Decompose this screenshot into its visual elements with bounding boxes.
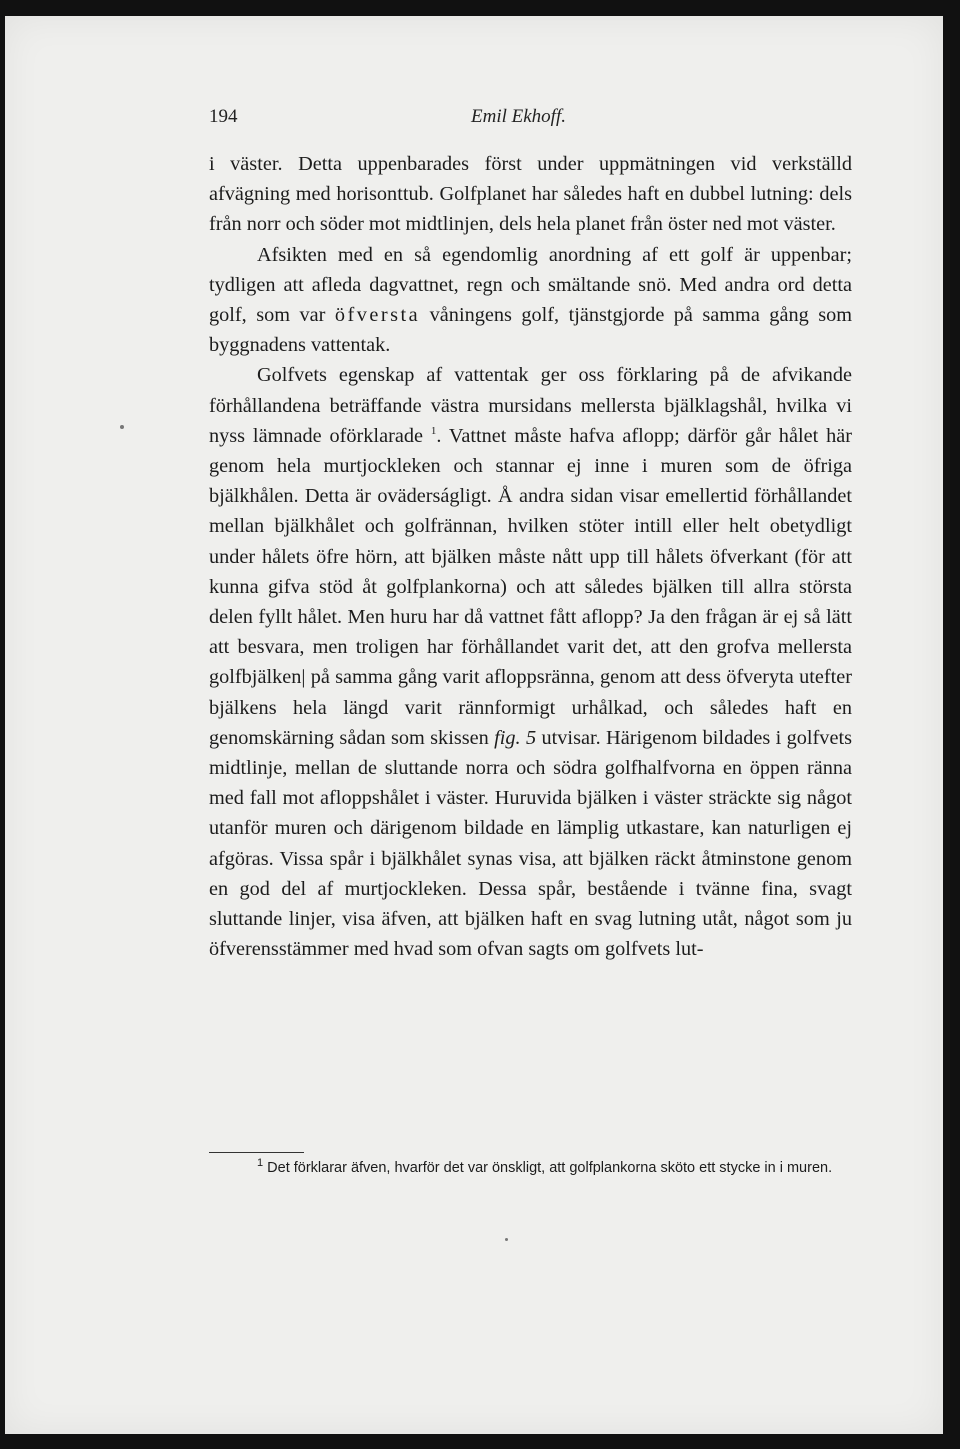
body-text xyxy=(209,149,852,964)
text-run: Golfvets egenskap af vattentak ger oss förklaring på de afvikande förhållandena beträffande västra mursidans mellersta bjälklagshål, hvilka vi nyss lämnade oförklarade xyxy=(209,364,852,447)
running-head-author: Emil Ekhoff. xyxy=(471,106,566,127)
footnote xyxy=(209,1157,852,1177)
footnote-text: Det förklarar äfven, hvarför det var önskligt, att golfplankorna sköto ett stycke in i muren. xyxy=(263,1160,833,1176)
text-run: våningens golf, tjänstgjorde på samma gång som byggnadens vattentak. xyxy=(209,304,853,357)
running-head xyxy=(209,106,852,132)
paragraph xyxy=(209,240,852,361)
text-run: Afsikten med en så egendomlig anordning af ett golf är uppenbar; tydligen att afleda dagvattnet, regn och smältande snö. Med andra ord detta golf, som var xyxy=(209,243,852,327)
figure-reference: fig. 5 xyxy=(494,726,537,749)
footnote-marker: 1 xyxy=(257,1157,264,1170)
page-number: 194 xyxy=(209,106,238,127)
margin-mark xyxy=(120,425,124,429)
emphasized-word: öfversta xyxy=(334,304,421,327)
text-run: i väster. Detta uppenbarades först under uppmätningen vid verkställd afvägning med horisonttub. Golfplanet har således haft en dubbel lutning: dels från norr och söder mot midtlinjen, dels hela planet från öster ned mot väster. xyxy=(209,153,852,236)
footnote-rule xyxy=(209,1152,304,1153)
dust-speck xyxy=(505,1238,508,1241)
footnote-reference: 1 xyxy=(430,425,437,438)
text-run: . Vattnet måste hafva aflopp; därför går hålet här genom hela murtjockleken och stannar ej inne i muren som de öfriga bjälkhålen. Detta är oväderságligt. Å andra sidan visar emellertid förhållandet mellan bjälkhålet och golfrännan, hvilken stöter intill eller helt obetydligt under hålets öfre hörn, att bjälken måste nått upp till hålets öfverkant (för att kunna gifva stöd åt golfplankorna) och att således bjälken till allra största delen fyllt hålet. Men huru har då vattnet fått aflopp? Ja den frågan är ej så lätt att besvara, men troligen har förhållandet varit det, att den grofva mellersta golfbjälken| på samma gång varit afloppsränna, genom att dess öfveryta utefter bjälkens hela längd varit rännformigt urhålkad, och således haft en genomskärning sådan som skissen xyxy=(209,424,852,749)
paragraph xyxy=(209,360,852,964)
text-run: utvisar. Härigenom bildades i golfvets midtlinje, mellan de sluttande norra och södra golfhalfvorna en öppen ränna med fall mot afloppshålet i väster. Huruvida bjälken i väster sträckte sig något utanför muren och därigenom bildade en lämplig utkastare, kan naturligen ej afgöras. Vissa spår i bjälkhålet synas visa, att bjälken räckt åtminstone genom en god del af murtjockleken. Dessa spår, bestående i tvänne fina, svagt sluttande linjer, visa äfven, att bjälken haft en svag lutning utåt, något som ju öfverensstämmer med hvad som ofvan sagts om golfvets lut- xyxy=(209,726,852,961)
paragraph xyxy=(209,149,852,240)
